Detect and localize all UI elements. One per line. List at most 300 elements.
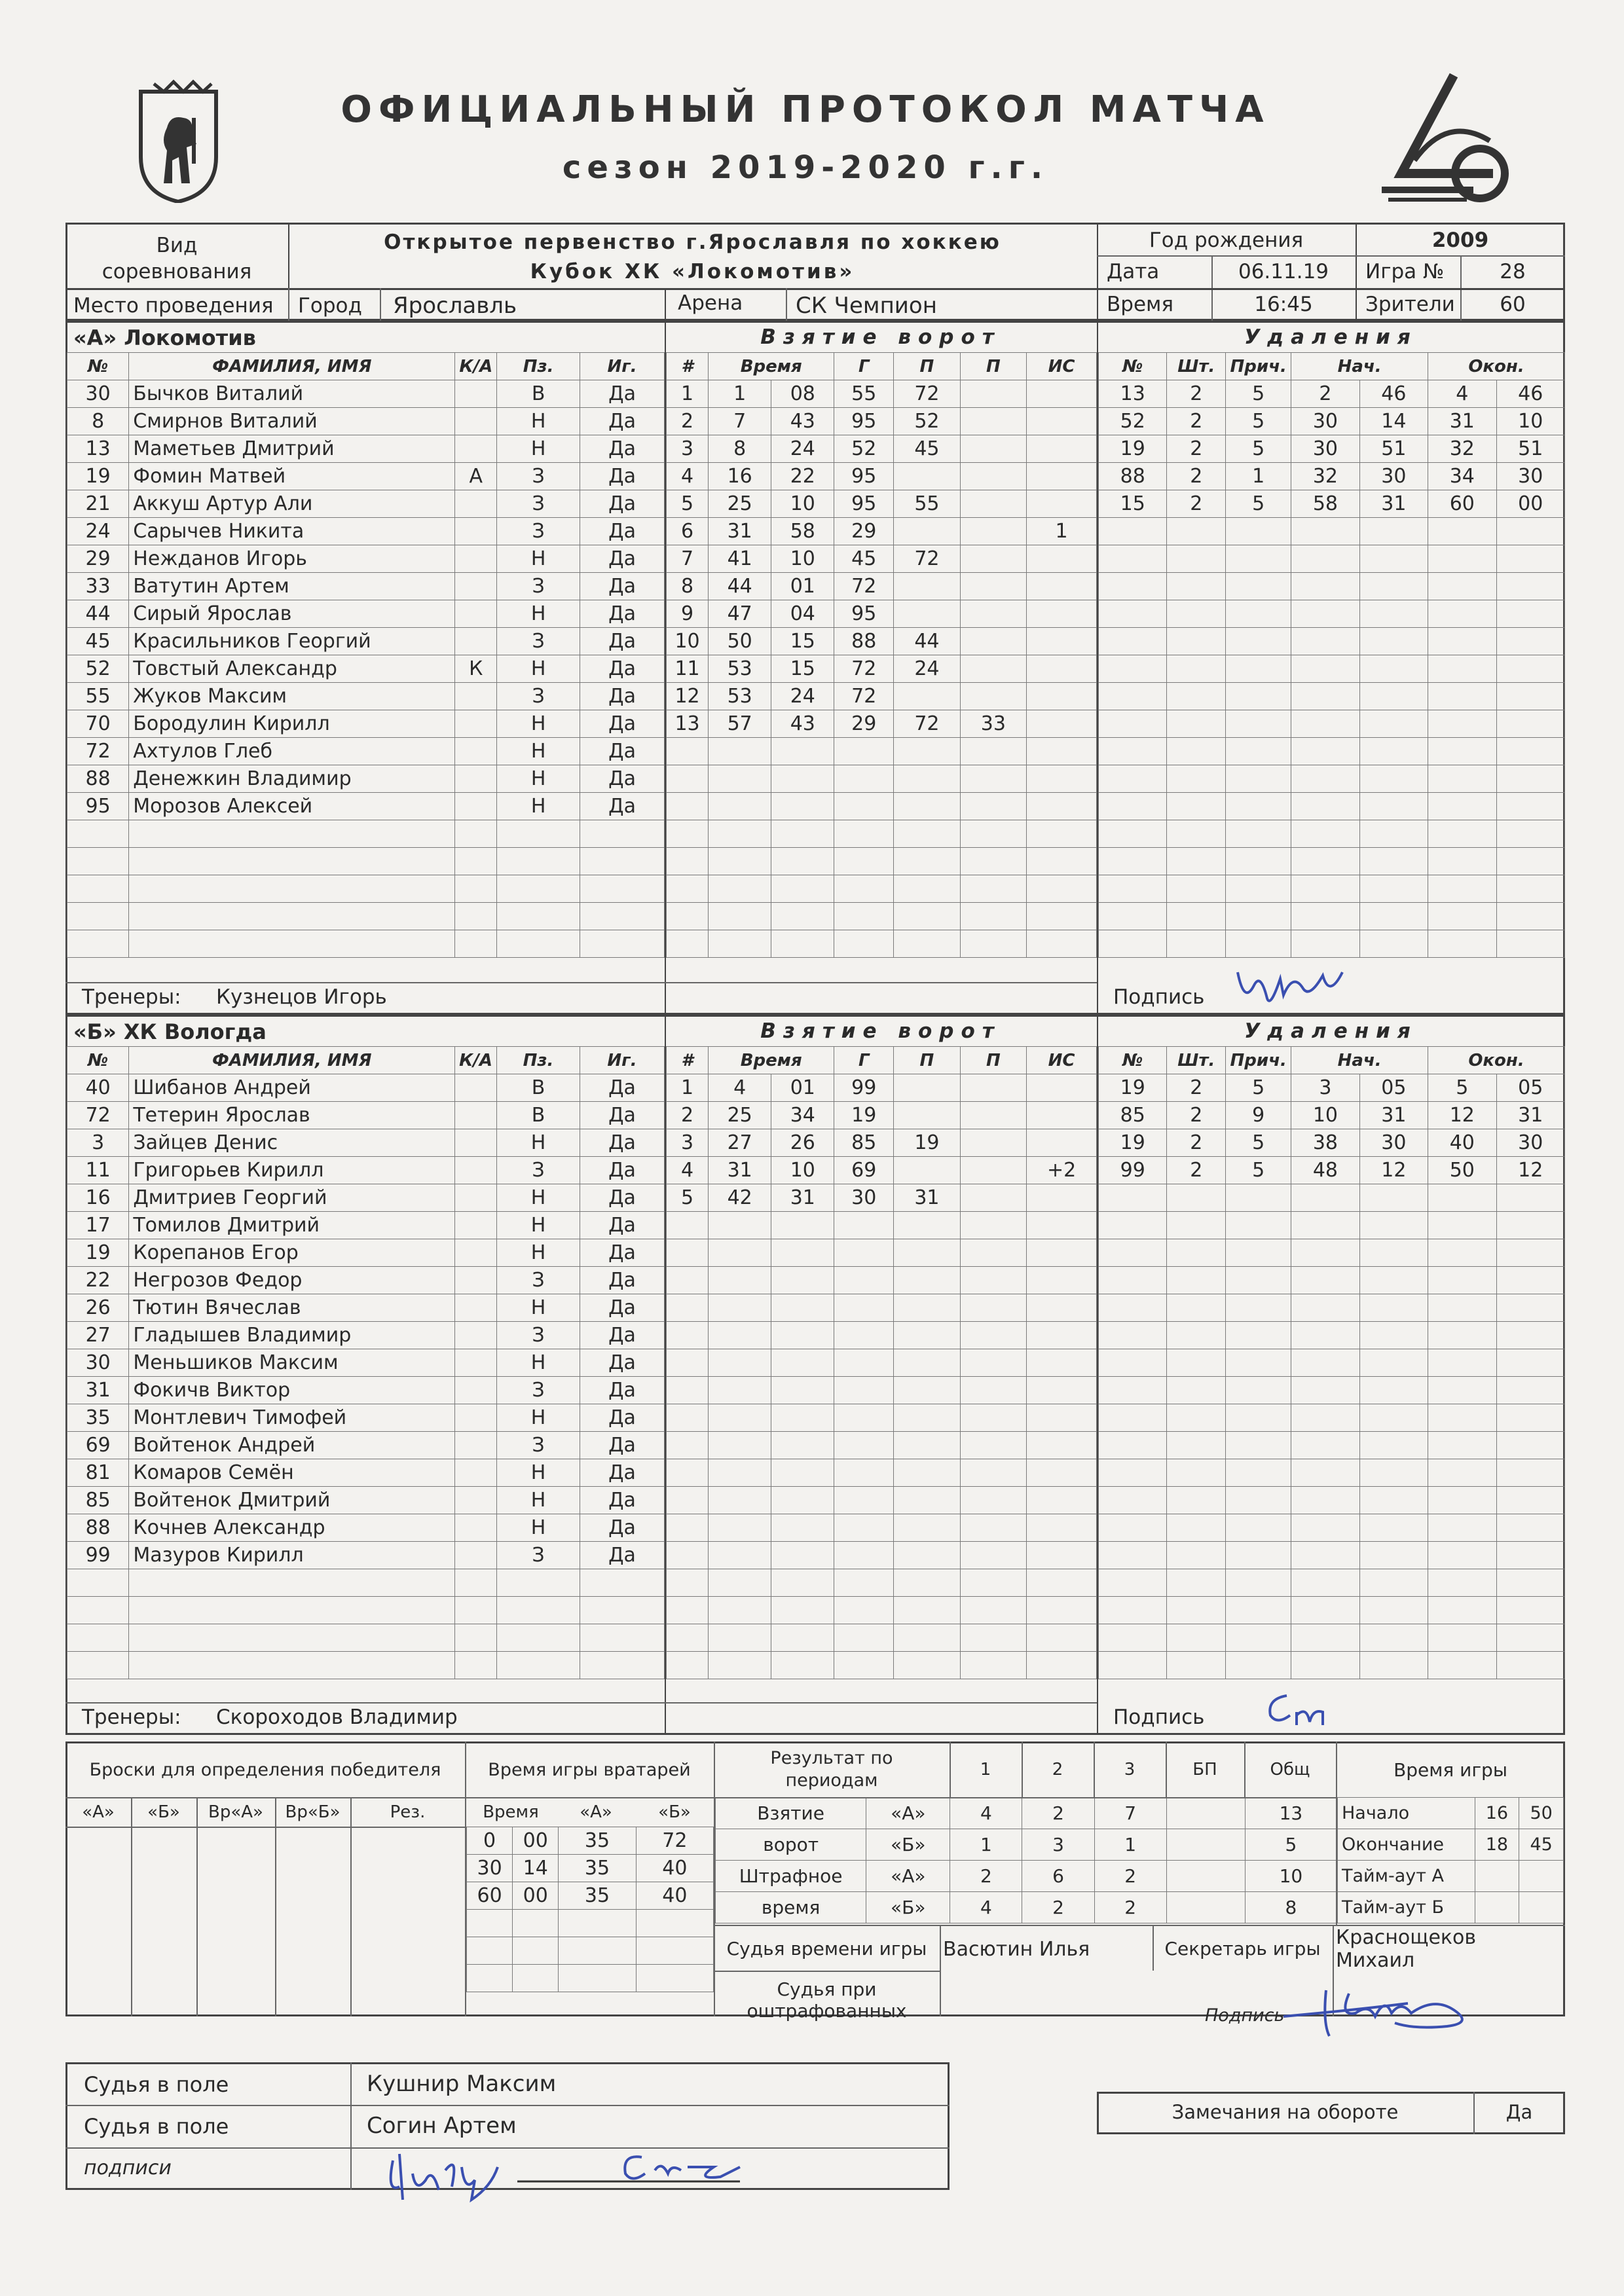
goal-assist-1 [894,820,960,848]
referee-2-name: Согин Артем [367,2113,517,2139]
header-played: Иг. [580,353,665,380]
player-position: Н [497,793,580,820]
goal-assist-1 [894,1487,960,1514]
penalty-player [1099,545,1167,573]
player-played [580,1652,665,1679]
penalty-start-second: 05 [1359,1074,1428,1102]
goal-strength [1027,1212,1097,1239]
penalty-end-minute [1428,1514,1496,1542]
goal-assist-1: 31 [894,1184,960,1212]
penalty-minutes [1167,600,1226,628]
penalty-start-minute: 48 [1291,1157,1359,1184]
player-captain [455,683,497,710]
penalty-minutes [1167,545,1226,573]
goal-row [667,1624,1097,1652]
game-time-label: Тайм-аут Б [1338,1892,1475,1923]
birth-year: 2009 [1431,228,1489,252]
goal-number: 3 [667,435,709,463]
team-b-penalties [1098,1046,1565,1679]
goal-number: 4 [667,1157,709,1184]
penalty-end-second: 46 [1496,380,1564,408]
penalty-reason [1226,1184,1291,1212]
penalty-end-second [1496,1597,1564,1624]
penalty-row [1099,1542,1565,1569]
penalty-start-minute [1291,765,1359,793]
penalty-end-second [1496,1459,1564,1487]
player-position: Н [497,600,580,628]
goal-strength [1027,738,1097,765]
goal-minute: 47 [709,600,771,628]
game-time-label: Окончание [1338,1829,1475,1861]
header-name: ФАМИЛИЯ, ИМЯ [129,353,455,380]
penalty-end-second [1496,573,1564,600]
player-name: Бычков Виталий [129,380,455,408]
penalty-start-second [1359,683,1428,710]
penalty-minutes [1167,738,1226,765]
goal-scorer: 95 [834,408,894,435]
penalty-start-minute [1291,848,1359,875]
player-position [497,930,580,958]
goal-number [667,1377,709,1404]
penalty-end-second [1496,683,1564,710]
penalty-end-minute [1428,930,1496,958]
goal-scorer: 95 [834,600,894,628]
goal-assist-1: 19 [894,1129,960,1157]
player-position [497,1569,580,1597]
roster-header [67,353,665,380]
goal-assist-2 [960,408,1026,435]
goal-scorer: 52 [834,435,894,463]
goal-second: 43 [771,408,834,435]
goal-assist-1 [894,683,960,710]
player-name: Бородулин Кирилл [129,710,455,738]
period-2-header: 2 [1052,1760,1063,1779]
player-captain [455,1212,497,1239]
player-name: Корепанов Егор [129,1239,455,1267]
goal-assist-1: 72 [894,380,960,408]
penalty-player [1099,1624,1167,1652]
player-position: З [497,1432,580,1459]
player-row [67,1432,665,1459]
player-row [67,765,665,793]
result-value: 4 [950,1798,1022,1829]
goal-row [667,1377,1097,1404]
penalty-reason [1226,518,1291,545]
goal-assist-1: 72 [894,710,960,738]
goalie-row-empty [467,1965,714,1992]
goal-minute [709,1652,771,1679]
game-time-hour: 18 [1475,1829,1519,1861]
player-played [580,1597,665,1624]
result-value: 4 [950,1892,1022,1923]
penalty-minutes [1167,1569,1226,1597]
player-name: Аккуш Артур Али [129,490,455,518]
penalty-start-minute: 32 [1291,463,1359,490]
result-row-pim-a [716,1861,1337,1892]
penalty-row [1099,545,1565,573]
header-penalty-reason: Прич. [1226,353,1291,380]
coat-of-arms-bear-icon [134,79,223,203]
penalty-end-second [1496,1542,1564,1569]
player-row [67,1487,665,1514]
player-row [67,793,665,820]
penalty-row [1099,738,1565,765]
player-number: 88 [67,1514,129,1542]
player-captain [455,1404,497,1432]
player-position: З [497,518,580,545]
penalty-reason [1226,1652,1291,1679]
player-position: Н [497,545,580,573]
goal-assist-1 [894,1322,960,1349]
player-captain [455,380,497,408]
player-name: Зайцев Денис [129,1129,455,1157]
player-position: В [497,1074,580,1102]
penalty-row [1099,435,1565,463]
penalty-end-second: 05 [1496,1074,1564,1102]
penalty-player [1099,1212,1167,1239]
goal-assist-1 [894,1157,960,1184]
team-a-goals-title: Взятие ворот [760,325,1001,349]
goal-assist-1 [894,1624,960,1652]
player-captain [455,573,497,600]
player-position: З [497,1322,580,1349]
goal-assist-1: 44 [894,628,960,655]
goal-assist-2 [960,683,1026,710]
date-value: 06.11.19 [1238,260,1329,283]
goal-assist-1 [894,573,960,600]
goal-row [667,903,1097,930]
player-name: Кочнев Александр [129,1514,455,1542]
penalty-reason [1226,875,1291,903]
signatures-label: подписи [84,2157,172,2179]
penalty-end-minute: 32 [1428,435,1496,463]
player-name: Фомин Матвей [129,463,455,490]
player-row [67,683,665,710]
penalty-minutes [1167,793,1226,820]
player-name [129,930,455,958]
player-row [67,1239,665,1267]
player-row [67,1102,665,1129]
result-value: 10 [1245,1861,1337,1892]
penalty-player [1099,765,1167,793]
player-played: Да [580,1432,665,1459]
goalie-row [467,1827,714,1855]
goal-assist-1 [894,1377,960,1404]
result-value: 3 [1022,1829,1094,1861]
player-captain [455,738,497,765]
penalty-player: 99 [1099,1157,1167,1184]
player-captain [455,1267,497,1294]
goal-number [667,1432,709,1459]
penalty-minutes [1167,1652,1226,1679]
goal-row [667,1432,1097,1459]
goal-second [771,1514,834,1542]
player-played: Да [580,518,665,545]
goal-number [667,1487,709,1514]
goalie-b: 72 [636,1827,713,1855]
penalty-end-minute [1428,1569,1496,1597]
player-position: З [497,490,580,518]
penalty-minutes [1167,628,1226,655]
penalty-end-second [1496,903,1564,930]
goal-row [667,848,1097,875]
penalty-player [1099,1294,1167,1322]
result-value: 2 [1094,1861,1166,1892]
goal-strength [1027,930,1097,958]
player-played: Да [580,1239,665,1267]
player-played [580,1624,665,1652]
penalty-end-minute [1428,1377,1496,1404]
goal-minute: 27 [709,1129,771,1157]
goal-strength [1027,710,1097,738]
result-value: 2 [1094,1892,1166,1923]
player-position [497,1624,580,1652]
penalty-minutes [1167,1487,1226,1514]
player-row [67,380,665,408]
penalty-end-second [1496,1322,1564,1349]
penalty-end-minute [1428,1432,1496,1459]
penalty-start-second: 30 [1359,463,1428,490]
player-name: Меньшиков Максим [129,1349,455,1377]
penalty-reason [1226,1267,1291,1294]
goal-second [771,765,834,793]
player-captain [455,1377,497,1404]
goal-strength [1027,1542,1097,1569]
goal-scorer: 85 [834,1129,894,1157]
player-number: 22 [67,1267,129,1294]
goal-assist-2 [960,463,1026,490]
penalty-start-second [1359,1294,1428,1322]
penalty-start-second [1359,1459,1428,1487]
goal-second: 22 [771,463,834,490]
player-number: 88 [67,765,129,793]
penalty-start-minute [1291,1624,1359,1652]
referee-1-label: Судья в поле [84,2072,229,2097]
player-number: 85 [67,1487,129,1514]
goal-number [667,1569,709,1597]
team-b-coach: Скороходов Владимир [216,1705,458,1729]
penalty-end-second [1496,875,1564,903]
player-name [129,820,455,848]
goal-assist-1 [894,1074,960,1102]
player-captain [455,1102,497,1129]
penalty-row [1099,1294,1565,1322]
player-row [67,600,665,628]
goal-second: 15 [771,655,834,683]
penalty-end-minute [1428,1349,1496,1377]
shootout-col-time-a: Вр«А» [208,1802,263,1822]
goal-second [771,1239,834,1267]
goal-assist-1: 52 [894,408,960,435]
goal-row [667,1212,1097,1239]
goal-row [667,1239,1097,1267]
player-position [497,848,580,875]
goal-assist-2 [960,1624,1026,1652]
penalty-row [1099,1377,1565,1404]
penalty-minutes [1167,1377,1226,1404]
penalty-end-second: 51 [1496,435,1564,463]
player-position: Н [497,1459,580,1487]
goal-assist-1 [894,930,960,958]
goal-strength [1027,380,1097,408]
penalty-row [1099,1349,1565,1377]
goal-minute: 53 [709,683,771,710]
penalty-row [1099,1157,1565,1184]
goalie-row-empty [467,1910,714,1937]
penalty-row [1099,1652,1565,1679]
header-name: ФАМИЛИЯ, ИМЯ [129,1047,455,1074]
player-row [67,518,665,545]
player-captain [455,1349,497,1377]
penalty-start-minute [1291,1294,1359,1322]
penalty-minutes [1167,710,1226,738]
penalty-end-second [1496,1404,1564,1432]
player-played [580,1569,665,1597]
goal-assist-1 [894,1597,960,1624]
result-value [1166,1829,1245,1861]
result-label: время [716,1892,866,1923]
penalty-player [1099,655,1167,683]
goal-number [667,1212,709,1239]
penalty-end-second [1496,930,1564,958]
player-captain [455,1569,497,1597]
team-b-signature [1261,1686,1365,1732]
goal-strength [1027,545,1097,573]
goal-assist-2 [960,573,1026,600]
secretary-signature [1277,1971,1500,2043]
goal-number: 9 [667,600,709,628]
goal-strength [1027,1652,1097,1679]
goal-assist-2 [960,820,1026,848]
goal-row [667,1597,1097,1624]
penalty-minutes: 2 [1167,380,1226,408]
penalty-reason [1226,1624,1291,1652]
player-row [67,1349,665,1377]
goal-second [771,1624,834,1652]
penalty-end-second: 10 [1496,408,1564,435]
goal-row [667,1184,1097,1212]
goal-minute: 50 [709,628,771,655]
goal-assist-2 [960,1294,1026,1322]
penalty-end-second [1496,710,1564,738]
penalty-start-minute [1291,1542,1359,1569]
goal-assist-2 [960,1432,1026,1459]
player-number: 24 [67,518,129,545]
result-value: 13 [1245,1798,1337,1829]
penalty-minutes [1167,875,1226,903]
goalie-minute: 30 [467,1855,513,1882]
result-row-goals-b [716,1829,1337,1861]
penalty-reason [1226,683,1291,710]
goal-scorer [834,930,894,958]
player-number [67,820,129,848]
goal-row [667,1404,1097,1432]
goal-strength [1027,573,1097,600]
goal-number [667,1294,709,1322]
player-row [67,1377,665,1404]
goal-row [667,408,1097,435]
player-number [67,1652,129,1679]
penalty-player [1099,1597,1167,1624]
goal-number [667,1652,709,1679]
player-name [129,1652,455,1679]
player-played: Да [580,435,665,463]
goal-assist-2 [960,1487,1026,1514]
city-label: Город [298,294,362,318]
goal-assist-2 [960,903,1026,930]
player-captain [455,490,497,518]
goal-scorer [834,820,894,848]
goal-strength [1027,820,1097,848]
penalty-end-minute [1428,1294,1496,1322]
team-a-title: «А» Локомотив [73,325,256,350]
penalty-start-minute [1291,1349,1359,1377]
goal-scorer: 72 [834,573,894,600]
goal-number [667,793,709,820]
player-name: Ватутин Артем [129,573,455,600]
penalty-start-second [1359,1239,1428,1267]
goal-number [667,1597,709,1624]
goal-row [667,463,1097,490]
penalty-reason [1226,710,1291,738]
game-time-hour [1475,1861,1519,1892]
header-goal-number: # [667,353,709,380]
penalty-end-second: 30 [1496,463,1564,490]
goal-minute: 44 [709,573,771,600]
penalty-start-second [1359,1652,1428,1679]
goal-strength [1027,600,1097,628]
player-row [67,1404,665,1432]
player-number [67,1624,129,1652]
player-played: Да [580,1322,665,1349]
goal-minute [709,875,771,903]
game-time-table [1337,1797,1564,1923]
result-value: 1 [1094,1829,1166,1861]
player-position: Н [497,1239,580,1267]
player-name: Красильников Георгий [129,628,455,655]
penalty-end-minute [1428,1459,1496,1487]
goal-second [771,1404,834,1432]
goal-number: 2 [667,408,709,435]
goal-minute [709,1377,771,1404]
header-position: Пз. [497,353,580,380]
goal-scorer [834,1542,894,1569]
penalty-player [1099,1349,1167,1377]
goal-row [667,1652,1097,1679]
goal-minute [709,1294,771,1322]
penalty-reason [1226,903,1291,930]
penalty-start-second [1359,1487,1428,1514]
penalty-start-second [1359,848,1428,875]
player-captain [455,875,497,903]
player-played [580,875,665,903]
penalty-start-minute [1291,1322,1359,1349]
player-captain [455,1157,497,1184]
player-name: Томилов Дмитрий [129,1212,455,1239]
penalty-start-second: 51 [1359,435,1428,463]
penalty-end-second [1496,1432,1564,1459]
penalty-start-minute: 30 [1291,408,1359,435]
player-name: Дмитриев Георгий [129,1184,455,1212]
penalty-reason: 5 [1226,490,1291,518]
goal-row [667,380,1097,408]
header-penalty-end: Окон. [1428,1047,1565,1074]
penalties-header [1099,1047,1565,1074]
player-name [129,903,455,930]
player-captain [455,545,497,573]
document-title: ОФИЦИАЛЬНЫЙ ПРОТОКОЛ МАТЧА [341,88,1270,131]
penalty-minutes [1167,1349,1226,1377]
